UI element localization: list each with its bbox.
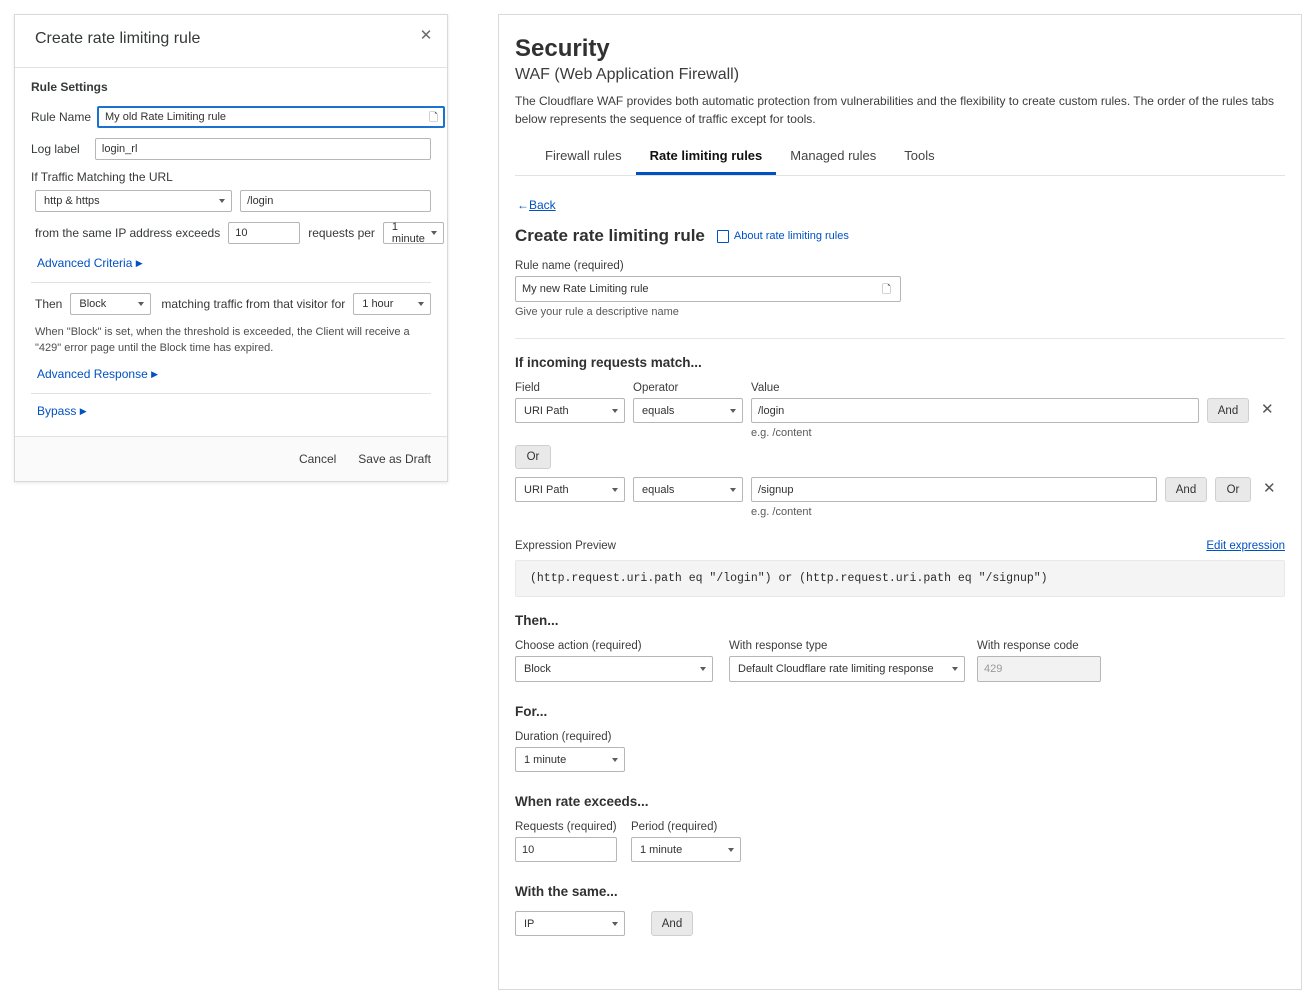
- cancel-button[interactable]: Cancel: [298, 451, 337, 466]
- book-icon: [717, 230, 729, 243]
- condition-column-headers: [515, 382, 1285, 394]
- condition-1-field-value: URI Path: [524, 404, 569, 417]
- action-label: Choose action (required): [515, 640, 642, 652]
- condition-2-value-help: e.g. /content: [751, 506, 812, 518]
- response-code-label: With response code: [977, 640, 1079, 652]
- requests-input[interactable]: [228, 222, 300, 244]
- chevron-down-icon: [730, 409, 736, 413]
- condition-2-field-select[interactable]: [515, 477, 625, 502]
- condition-row-1: [515, 398, 1285, 439]
- condition-1-value-input[interactable]: [751, 398, 1199, 423]
- log-label-row: [31, 138, 431, 160]
- scheme-select-value: http & https: [44, 195, 100, 207]
- save-as-draft-button[interactable]: Save as Draft: [358, 451, 431, 466]
- requests-label: Requests (required): [515, 821, 617, 833]
- log-label-label: Log label: [31, 142, 80, 156]
- form-title: Create rate limiting rule: [515, 226, 705, 245]
- copy-icon[interactable]: 🗋: [882, 284, 891, 296]
- then-group-title: Then...: [515, 613, 559, 628]
- rule-name-label: Rule name (required): [515, 260, 624, 272]
- condition-1-and-button[interactable]: And: [1207, 398, 1249, 423]
- condition-1-operator-value: equals: [642, 404, 675, 417]
- chevron-down-icon: [612, 922, 618, 926]
- duration-select[interactable]: [515, 747, 625, 772]
- log-label-input[interactable]: [95, 138, 431, 160]
- then-row: [515, 640, 1285, 682]
- characteristic-select[interactable]: [515, 911, 625, 936]
- threshold-row: [31, 222, 431, 244]
- block-hint: When "Block" is set, when the threshold is exceeded, the Client will receive a "429" error page until the Block time has expired.: [35, 326, 410, 354]
- characteristic-and-button[interactable]: And: [651, 911, 693, 936]
- chevron-down-icon: [219, 199, 225, 203]
- chevron-down-icon: [612, 488, 618, 492]
- security-waf-panel: [498, 14, 1302, 990]
- period-label: Period (required): [631, 821, 718, 833]
- rule-name-group: [515, 260, 1285, 318]
- chevron-right-icon: ▶: [151, 368, 159, 379]
- condition-2-operator-value: equals: [642, 483, 675, 496]
- then-label: Then: [35, 297, 63, 311]
- chevron-down-icon: [418, 302, 424, 306]
- tab-firewall-rules[interactable]: Firewall rules: [545, 148, 622, 163]
- page-description: The Cloudflare WAF provides both automatic protection from vulnerabilities and the flexibility to create custom rules. The order of the rules tabs below represents the sequence of traffic except for tools.: [515, 94, 1275, 126]
- advanced-criteria-link[interactable]: [37, 256, 431, 270]
- condition-row-2: [515, 477, 1285, 518]
- duration-value: 1 minute: [524, 753, 567, 766]
- rule-name-label: Rule Name: [31, 110, 92, 124]
- expression-preview-label: Expression Preview: [515, 540, 616, 552]
- rule-name-input[interactable]: [515, 276, 901, 302]
- add-or-condition-button[interactable]: Or: [515, 445, 551, 469]
- modal-body: [15, 68, 447, 436]
- col-field-label: Field: [515, 382, 540, 394]
- form-title-row: [515, 226, 1285, 246]
- tab-rate-limiting-rules[interactable]: Rate limiting rules: [636, 140, 777, 175]
- for-group-title: For...: [515, 704, 548, 719]
- period-select[interactable]: [631, 837, 741, 862]
- action-select-value: Block: [524, 663, 551, 675]
- condition-1-value-help: e.g. /content: [751, 427, 812, 439]
- condition-2-remove-icon[interactable]: ✕: [1263, 480, 1276, 497]
- back-label: Back: [529, 198, 556, 212]
- block-duration-value: 1 hour: [362, 298, 394, 310]
- condition-2-value-input[interactable]: [751, 477, 1157, 502]
- response-type-label: With response type: [729, 640, 828, 652]
- expression-preview-header: [515, 540, 1285, 552]
- rule-name-input[interactable]: [97, 106, 445, 128]
- rule-name-row: [31, 106, 438, 128]
- condition-2-or-button[interactable]: Or: [1215, 477, 1251, 502]
- rule-name-input-wrap: [97, 106, 445, 128]
- chevron-right-icon: ▶: [135, 258, 143, 268]
- url-match-label: If Traffic Matching the URL: [31, 170, 173, 184]
- chevron-right-icon: ▶: [79, 405, 87, 416]
- chevron-down-icon: [952, 667, 958, 671]
- chevron-down-icon: [728, 848, 734, 852]
- chevron-down-icon: [431, 231, 437, 235]
- divider: [31, 282, 431, 283]
- chevron-down-icon: [730, 488, 736, 492]
- requests-per-label: requests per: [308, 226, 375, 240]
- bypass-link[interactable]: [37, 404, 431, 418]
- back-link[interactable]: [517, 198, 556, 212]
- same-group-title: With the same...: [515, 884, 618, 899]
- match-group-title: If incoming requests match...: [515, 355, 702, 370]
- chevron-down-icon: [138, 302, 144, 306]
- exceeds-label: from the same IP address exceeds: [35, 226, 221, 240]
- response-type-value: Default Cloudflare rate limiting response: [738, 663, 934, 675]
- matching-traffic-label: matching traffic from that visitor for: [161, 297, 346, 311]
- tab-bar: [515, 140, 1285, 176]
- action-select[interactable]: [515, 656, 713, 682]
- characteristic-value: IP: [524, 917, 535, 930]
- characteristic-row: [515, 911, 1285, 936]
- condition-2-and-button[interactable]: And: [1165, 477, 1207, 502]
- advanced-response-link[interactable]: [37, 367, 431, 381]
- url-path-input[interactable]: [240, 190, 431, 212]
- create-rate-limiting-rule-modal: [14, 14, 448, 482]
- modal-header: [15, 15, 447, 68]
- chevron-down-icon: [612, 409, 618, 413]
- url-match-row: [31, 190, 431, 212]
- condition-1-remove-icon[interactable]: ✕: [1261, 401, 1274, 418]
- response-type-select[interactable]: [729, 656, 965, 682]
- tab-managed-rules[interactable]: Managed rules: [790, 148, 877, 163]
- divider: [515, 338, 1285, 339]
- chevron-down-icon: [700, 667, 706, 671]
- rule-name-input-wrap: [515, 276, 901, 302]
- or-button-wrap: [515, 445, 1285, 469]
- back-arrow-icon: ←: [517, 198, 529, 212]
- rate-group-title: When rate exceeds...: [515, 794, 649, 809]
- col-operator-label: Operator: [633, 382, 679, 394]
- period-value: 1 minute: [640, 843, 683, 856]
- action-select[interactable]: [70, 293, 151, 315]
- response-code-input[interactable]: [977, 656, 1101, 682]
- advanced-criteria-label: Advanced Criteria: [37, 256, 133, 270]
- page-subtitle: WAF (Web Application Firewall): [515, 66, 740, 83]
- condition-1-field-select[interactable]: [515, 398, 625, 423]
- advanced-response-label: Advanced Response: [37, 366, 148, 381]
- about-rate-limiting-rules-link[interactable]: [717, 230, 849, 243]
- period-select-value: 1 minute: [391, 221, 425, 245]
- edit-expression-link[interactable]: Edit expression: [1206, 540, 1285, 552]
- col-value-label: Value: [751, 382, 780, 394]
- then-row: [31, 293, 431, 315]
- condition-2-operator-select[interactable]: [633, 477, 743, 502]
- modal-footer: [15, 436, 447, 481]
- tab-tools[interactable]: Tools: [904, 148, 935, 163]
- duration-label: Duration (required): [515, 731, 612, 743]
- close-icon[interactable]: ✕: [419, 27, 433, 44]
- condition-2-field-value: URI Path: [524, 483, 569, 496]
- page-title: Security: [515, 35, 610, 62]
- divider-2: [31, 393, 431, 394]
- rule-name-help: Give your rule a descriptive name: [515, 306, 679, 318]
- about-link-label: About rate limiting rules: [733, 230, 849, 242]
- requests-input[interactable]: [515, 837, 617, 862]
- action-select-value: Block: [79, 298, 107, 310]
- block-duration-select[interactable]: [353, 293, 431, 315]
- copy-icon[interactable]: 🗋: [429, 112, 438, 124]
- condition-1-operator-select[interactable]: [633, 398, 743, 423]
- expression-preview-box: (http.request.uri.path eq "/login") or (http.request.uri.path eq "/signup"): [515, 560, 1285, 597]
- scheme-select[interactable]: [35, 190, 232, 212]
- chevron-down-icon: [612, 758, 618, 762]
- period-select[interactable]: [383, 222, 444, 244]
- rule-settings-heading: Rule Settings: [31, 80, 108, 94]
- modal-title: Create rate limiting rule: [35, 30, 201, 47]
- bypass-label: Bypass: [37, 403, 77, 418]
- rate-row: [515, 821, 1285, 862]
